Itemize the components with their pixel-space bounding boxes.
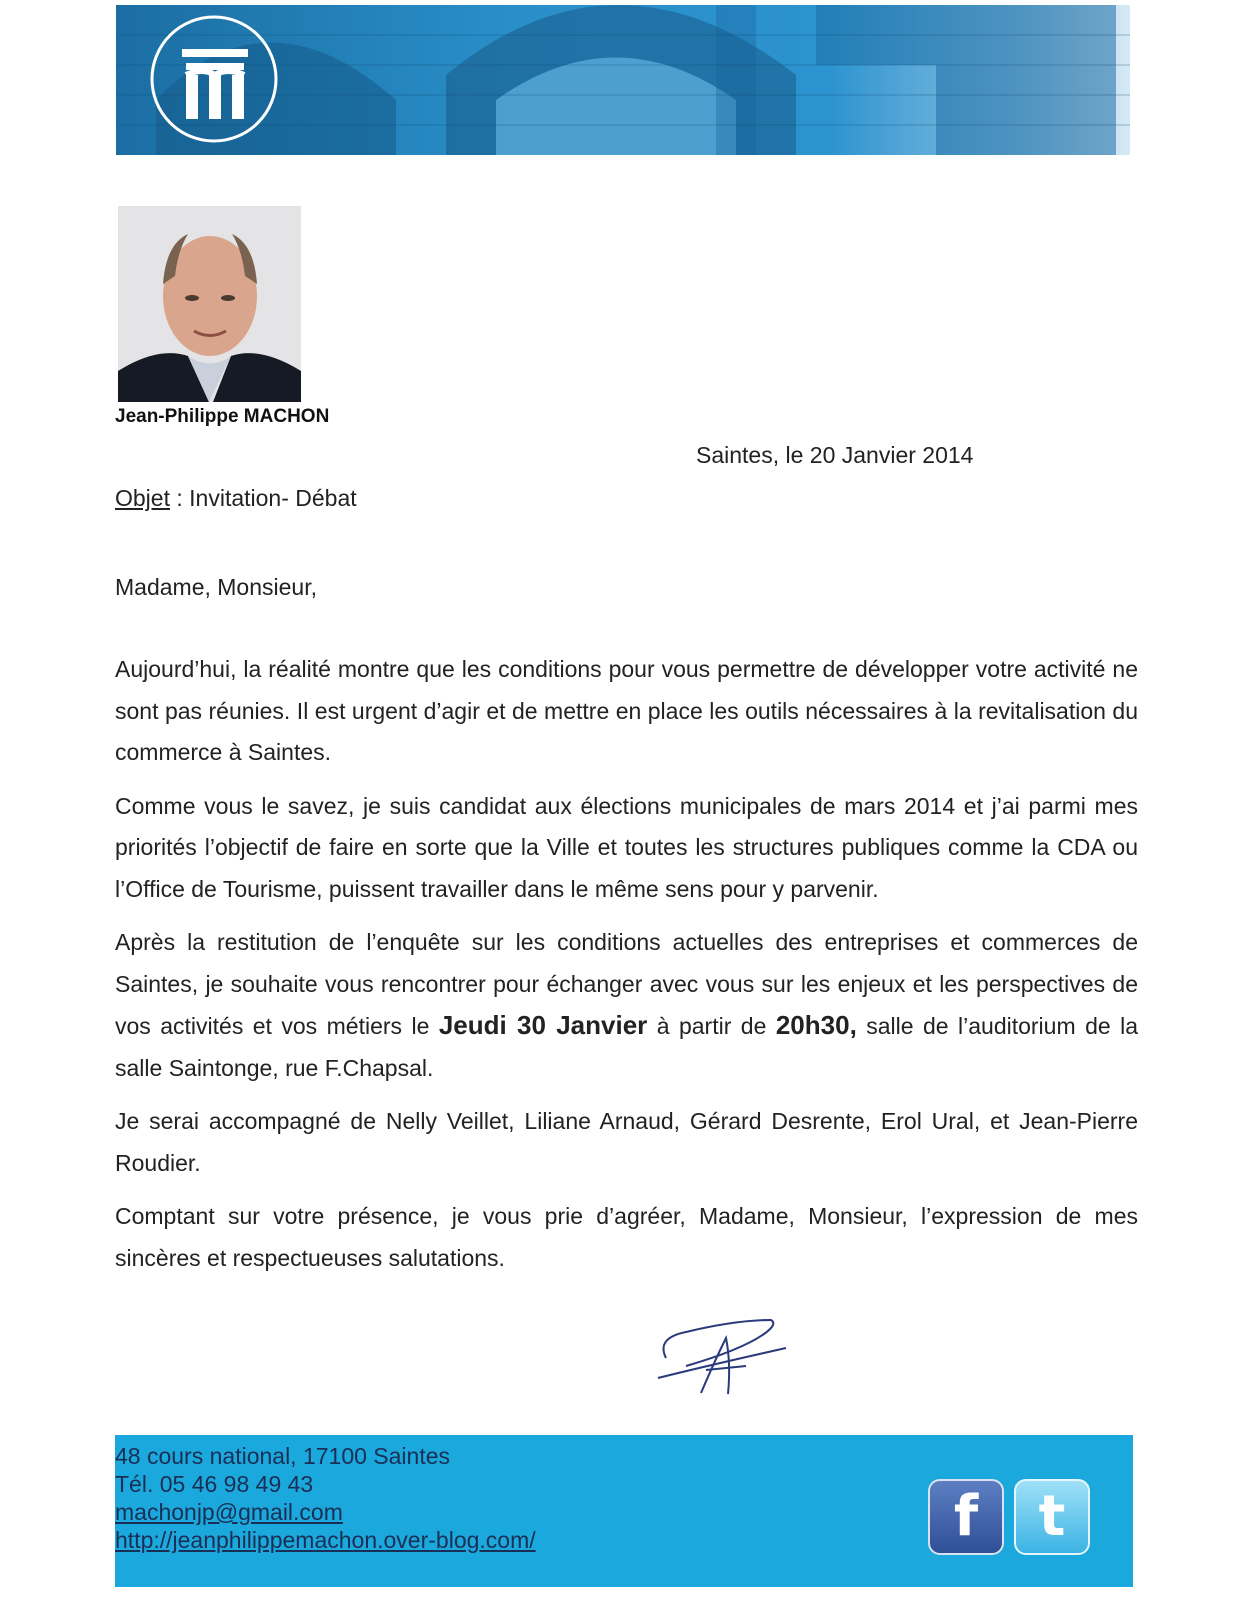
event-date: Jeudi 30 Janvier xyxy=(438,1010,648,1040)
author-name: Jean-Philippe MACHON xyxy=(115,406,330,427)
handwritten-signature xyxy=(646,1308,796,1398)
footer-email-link[interactable]: machonjp@gmail.com xyxy=(115,1499,343,1525)
facebook-glyph: f xyxy=(953,1484,979,1549)
event-time: 20h30, xyxy=(775,1010,857,1040)
letter-body xyxy=(115,649,1138,1291)
portrait-photo xyxy=(118,206,301,402)
columns-logo-icon xyxy=(146,11,286,151)
letter-subject xyxy=(115,485,357,512)
footer-blog-link[interactable]: http://jeanphilippemachon.over-blog.com/ xyxy=(115,1527,536,1553)
footer-phone: Tél. 05 46 98 49 43 xyxy=(115,1471,314,1497)
letter-date: Saintes, le 20 Janvier 2014 xyxy=(696,442,974,468)
facebook-icon[interactable] xyxy=(928,1479,1004,1555)
header-banner xyxy=(116,5,1130,155)
paragraph-3 xyxy=(115,922,1138,1089)
author-portrait xyxy=(118,206,301,402)
subject-text: : Invitation- Débat xyxy=(169,485,357,511)
paragraph-5: Comptant sur votre présence, je vous prie d’agréer, Madame, Monsieur, l’expression de mes sincères et respectueuses salutations. xyxy=(115,1203,1138,1271)
paragraph-3-text-c: salle de l’auditorium de la salle Saintonge, rue F.Chapsal. xyxy=(115,1013,1138,1081)
footer-address: 48 cours national, 17100 Saintes xyxy=(115,1443,451,1469)
paragraph-2: Comme vous le savez, je suis candidat aux élections municipales de mars 2014 et j’ai parmi mes priorités l’objectif de faire en sorte que la Ville et toutes les structures publiques comme la CDA ou l’Office de Tourisme, puissent travailler dans le même sens pour y parvenir. xyxy=(115,792,1138,902)
letter-salutation: Madame, Monsieur, xyxy=(115,574,317,600)
paragraph-3-text-b: à partir de xyxy=(647,1013,776,1039)
footer-contact xyxy=(115,1442,536,1554)
twitter-glyph: t xyxy=(1038,1484,1066,1549)
paragraph-4: Je serai accompagné de Nelly Veillet, Liliane Arnaud, Gérard Desrente, Erol Ural, et Jean-Pierre Roudier. xyxy=(115,1108,1138,1176)
paragraph-3-text-a: Après la restitution de l’enquête sur les conditions actuelles des entreprises et commerces de Saintes, je souhaite vous rencontrer pour échanger avec vous sur les enjeux et les perspectives de vos activités et vos métiers le xyxy=(115,929,1138,1039)
subject-label: Objet xyxy=(115,485,170,511)
twitter-icon[interactable] xyxy=(1014,1479,1090,1555)
paragraph-1: Aujourd’hui, la réalité montre que les conditions pour vous permettre de développer votre activité ne sont pas réunies. Il est urgent d’agir et de mettre en place les outils nécessaires à la revitalisation du commerce à Saintes. xyxy=(115,656,1138,765)
